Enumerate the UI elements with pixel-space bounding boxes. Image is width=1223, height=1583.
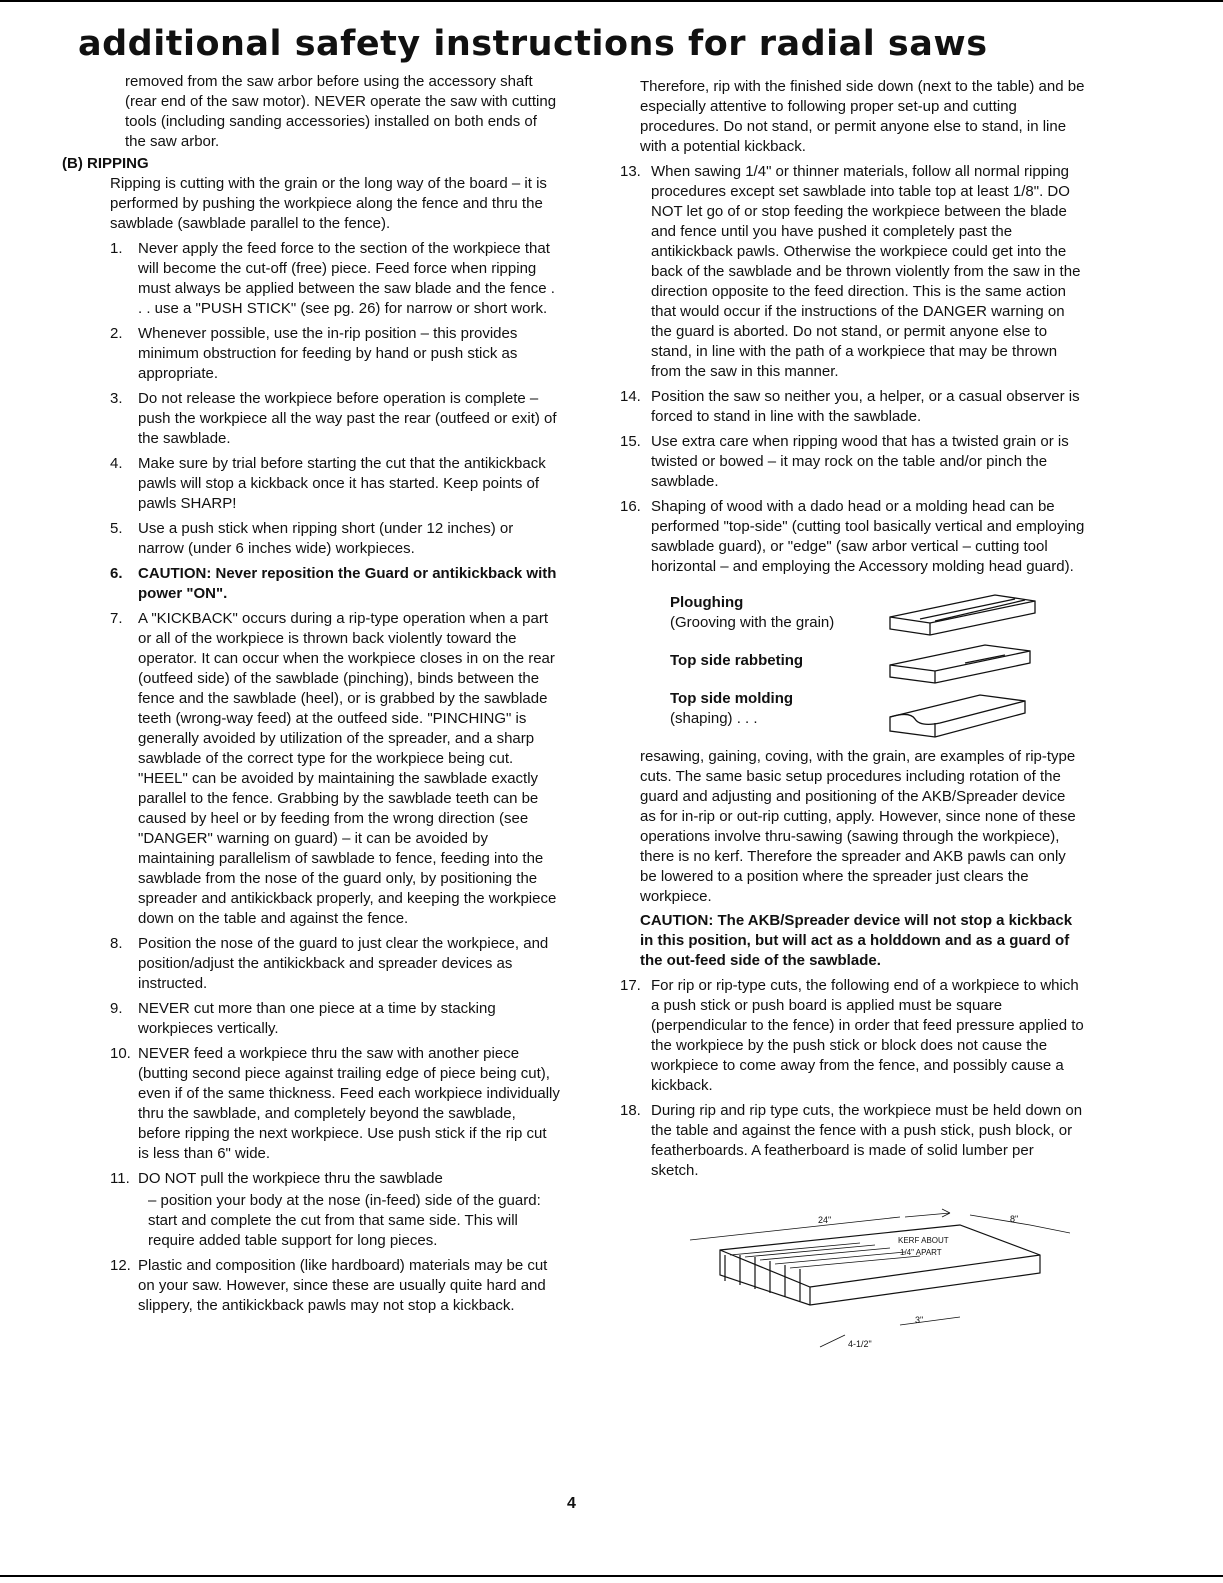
item-number: 9. <box>110 1000 123 1017</box>
item-number: 6. <box>110 565 123 582</box>
list-item <box>110 324 560 384</box>
item-text: NEVER feed a workpiece thru the saw with another piece (butting second piece against trailing edge of piece being cut), even if of the same thickness. Feed each workpiece individually thru the sawblade, and completely beyond the sawblade, before ripping the next workpiece. Use push stick if the rip cut is less than 6" wide. <box>138 1045 560 1162</box>
list-item <box>110 609 560 929</box>
dimension-line-8 <box>970 1215 1070 1235</box>
item-text: During rip and rip type cuts, the workpiece must be held down on the table and against the fence with a push stick, push block, or featherboards. A featherboard is made of solid lumber per sketch. <box>651 1102 1083 1179</box>
item-subtext: – position your body at the nose (in-feed) side of the guard: start and complete the cut from that same side. This will require added table support for long pieces. <box>148 1192 541 1249</box>
resawing-paragraph: resawing, gaining, coving, with the grain, are examples of rip-type cuts. The same basic setup procedures including rotation of the guard and adjusting and positioning of the AKB/Spreader device as for in-rip or out-rip cutting, apply. However, since none of these operations involve thru-sawing (sawing through the workpiece), there is no kerf. Therefore the spreader and AKB pawls can only be lowered to a position where the spreader just clears the workpiece. <box>640 748 1076 905</box>
item-number: 17. <box>620 977 641 994</box>
ripping-definition: Ripping is cutting with the grain or the long way of the board – it is performed by pushing the workpiece along the fence and thru the sawblade (sawblade parallel to the fence). <box>110 175 547 232</box>
item-number: 7. <box>110 610 123 627</box>
bottom-rule <box>0 1575 1223 1577</box>
item-text: Shaping of wood with a dado head or a molding head can be performed "top-side" (cutting tool basically vertical and employing sawblade guard), or "edge" (saw arbor vertical – cutting tool horizontal – and employing the Accessory molding head guard). <box>651 498 1085 575</box>
item-number: 2. <box>110 325 123 342</box>
dimension-line-3 <box>900 1317 960 1325</box>
molding-profile-icon <box>890 695 1025 737</box>
figure-label-ploughing: Ploughing (Grooving with the grain) <box>670 594 835 631</box>
item-text: Use a push stick when ripping short (under 12 inches) or narrow (under 6 inches wide) workpieces. <box>138 520 514 557</box>
item-text: For rip or rip-type cuts, the following end of a workpiece to which a push stick or push board is applied must be square (perpendicular to the fence) in order that feed pressure applied to the workpiece by the push stick or block does not cause the workpiece to come away from the fence, and possibly cause a kickback. <box>651 977 1084 1094</box>
item-text: Plastic and composition (like hardboard) materials may be cut on your saw. However, since these are usually quite hard and slippery, the antikickback pawls may not stop a kickback. <box>138 1257 548 1314</box>
page-title: additional safety instructions for radial saws <box>78 24 988 64</box>
dimension-line-45 <box>820 1335 845 1347</box>
item-number: 3. <box>110 390 123 407</box>
list-item <box>110 389 560 449</box>
list-item <box>110 239 560 319</box>
list-item <box>110 1044 560 1164</box>
featherboard-illustration <box>660 1195 1070 1355</box>
item-text: Do not release the workpiece before operation is complete – push the workpiece all the way past the rear (outfeed or exit) of the sawblade. <box>138 390 557 447</box>
list-item <box>110 934 560 994</box>
dim-label-45: 4-1/2" <box>848 1339 872 1349</box>
kerf-label-line2: 1/4" APART <box>900 1248 942 1257</box>
figure-label-molding: Top side molding (shaping) . . . <box>670 690 794 727</box>
list-item <box>110 454 560 514</box>
item-text: When sawing 1/4" or thinner materials, follow all normal ripping procedures except set sawblade into table top at least 1/8". DO NOT let go of or stop feeding the workpiece between the blade and fence until you have pushed it completely past the antikickback pawls. Otherwise the workpiece could get into the back of the sawblade and be thrown violently from the saw in the direction opposite to the feed direction. This is the same action that would occur if the instructions of the DANGER warning on the guard is aborted. Do not stand, or permit anyone else to stand, in line with the path of a workpiece that may be thrown from the saw in this manner. <box>651 163 1081 380</box>
item-number: 4. <box>110 455 123 472</box>
ploughing-profile-icon <box>890 595 1035 635</box>
intro-paragraph: removed from the saw arbor before using the accessory shaft (rear end of the saw motor). NEVER operate the saw with cutting tools (including sanding accessories) installed on both ends of the saw arbor. <box>125 73 557 150</box>
item-number: 10. <box>110 1045 131 1062</box>
item-number: 14. <box>620 388 641 405</box>
list-item <box>620 432 1085 492</box>
left-column <box>62 72 560 1316</box>
item-number: 11. <box>110 1170 130 1187</box>
item-number: 18. <box>620 1102 641 1119</box>
figure-label-rabbeting: Top side rabbeting <box>670 652 804 669</box>
list-item <box>620 387 1085 427</box>
item-text: CAUTION: Never reposition the Guard or antikickback with power "ON". <box>138 565 557 602</box>
continuation-paragraph: Therefore, rip with the finished side down (next to the table) and be especially attentive to following proper set-up and cutting procedures. Do not stand, or permit anyone else to stand, in line with a potential kickback. <box>640 78 1085 155</box>
top-rule <box>0 0 1223 2</box>
item-number: 16. <box>620 498 641 515</box>
item-text: Position the nose of the guard to just clear the workpiece, and position/adjust the antikickback and spreader devices as instructed. <box>138 935 549 992</box>
rabbeting-profile-icon <box>890 645 1030 683</box>
item-number: 5. <box>110 520 123 537</box>
list-item <box>110 1169 560 1251</box>
list-item <box>110 999 560 1039</box>
item-text: A "KICKBACK" occurs during a rip-type operation when a part or all of the workpiece is thrown back violently toward the operator. It can occur when the workpiece closes in on the rear (outfeed side) of the sawblade (pinching), binds between the fence and the sawblade (heel), or is grabbed by the sawblade teeth (wrong-way feed) at the outfeed side. "PINCHING" is generally avoided by utilization of the spreader, and a sharp sawblade of the correct type for the workpiece being cut. "HEEL" can be avoided by maintaining the sawblade exactly parallel to the fence. Grabbing by the sawblade teeth can be caused by heel or by feeding from the wrong direction (see "DANGER" warning on guard) – it can be avoided by maintaining parallelism of sawblade to fence, feeding into the sawblade from the nose of the guard only, by positioning the spreader and antikickback properly, and keeping the workpiece down on the table and against the fence. <box>138 610 557 927</box>
dim-label-3: 3" <box>915 1315 924 1325</box>
item-number: 1. <box>110 240 123 257</box>
item-text: NEVER cut more than one piece at a time by stacking workpieces vertically. <box>138 1000 496 1037</box>
wood-profiles-illustration <box>885 587 1045 747</box>
item-number: 15. <box>620 433 641 450</box>
section-heading-ripping: (B) RIPPING <box>62 155 149 172</box>
figure-labels <box>670 593 890 747</box>
right-column <box>620 77 1085 1355</box>
item-text: Never apply the feed force to the section of the workpiece that will become the cut-off (free) piece. Feed force when ripping must always be applied between the saw blade and the fence . . . use a "PUSH STICK" (see pg. 26) for narrow or short work. <box>138 240 555 317</box>
list-item <box>110 519 560 559</box>
list-item <box>620 497 1085 577</box>
item-text: Use extra care when ripping wood that has a twisted grain or is twisted or bowed – it may rock on the table and/or pinch the sawblade. <box>651 433 1069 490</box>
item-number: 13. <box>620 163 641 180</box>
item-text: Position the saw so neither you, a helper, or a casual observer is forced to stand in line with the sawblade. <box>651 388 1080 425</box>
dim-label-24: 24" <box>818 1215 832 1225</box>
list-item <box>620 1101 1085 1181</box>
item-number: 8. <box>110 935 123 952</box>
kerf-label-line1: KERF ABOUT <box>898 1236 949 1245</box>
item-number: 12. <box>110 1257 131 1274</box>
item-text: Whenever possible, use the in-rip position – this provides minimum obstruction for feeding by hand or push stick as appropriate. <box>138 325 518 382</box>
page-number: 4 <box>567 1495 576 1512</box>
item-text: Make sure by trial before starting the cut that the antikickback pawls will stop a kickback once it has started. Keep points of pawls SHARP! <box>138 455 546 512</box>
dim-label-8: 8" <box>1010 1214 1019 1224</box>
list-item <box>110 1256 560 1316</box>
list-item <box>620 162 1085 382</box>
caution-note: CAUTION: The AKB/Spreader device will not stop a kickback in this position, but will act as a holddown and as a guard of the out-feed side of the sawblade. <box>640 912 1073 969</box>
featherboard-sketch <box>660 1195 1085 1355</box>
list-item <box>620 976 1085 1096</box>
item-text: DO NOT pull the workpiece thru the sawblade <box>138 1170 443 1187</box>
featherboard-outline <box>720 1225 1040 1305</box>
list-item-caution <box>110 564 560 604</box>
shaping-figure <box>640 587 1085 747</box>
